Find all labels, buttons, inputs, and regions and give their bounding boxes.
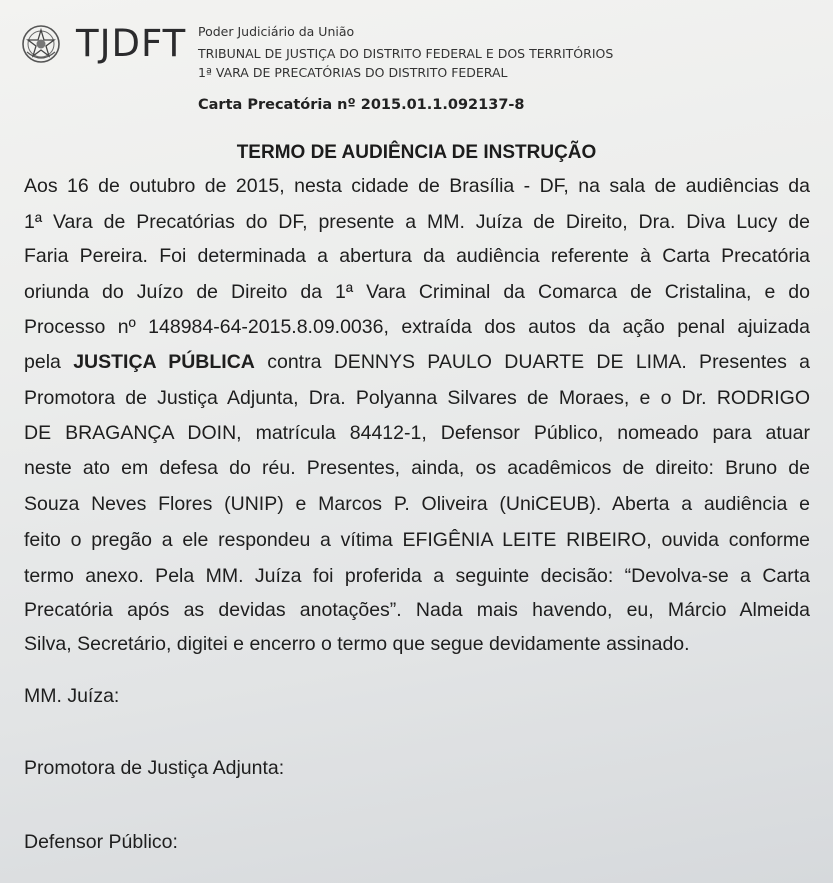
carta-precatoria-number: Carta Precatória nº 2015.01.1.092137-8 — [198, 97, 525, 113]
body-line-3: Faria Pereira. Foi determinada a abertura da audiência referente à Carta Precatória — [24, 245, 810, 267]
body-line-13: Precatória após as devidas anotações”. Nada mais havendo, eu, Márcio Almeida — [24, 599, 810, 621]
body-line-6-end: contra DENNYS PAULO DUARTE DE LIMA. Presentes a — [267, 351, 811, 373]
signature-promotora-label: Promotora de Justiça Adjunta: — [24, 757, 285, 779]
header-line-1: Poder Judiciário da União — [198, 24, 355, 39]
body-line-10: Souza Neves Flores (UNIP) e Marcos P. Oliveira (UniCEUB). Aberta a audiência e — [24, 493, 810, 515]
header-line-3: 1ª VARA DE PRECATÓRIAS DO DISTRITO FEDERAL — [198, 65, 508, 80]
body-line-4: oriunda do Juízo de Direito da 1ª Vara Criminal da Comarca de Cristalina, e do — [24, 281, 810, 303]
justica-publica-bold: JUSTIÇA PÚBLICA — [73, 351, 255, 373]
body-line-1: Aos 16 de outubro de 2015, nesta cidade de Brasília - DF, na sala de audiências da — [24, 175, 810, 197]
body-line-6-start: pela — [24, 351, 61, 373]
body-line-2: 1ª Vara de Precatórias do DF, presente a MM. Juíza de Direito, Dra. Diva Lucy de — [24, 211, 810, 233]
body-line-9: neste ato em defesa do réu. Presentes, ainda, os acadêmicos de direito: Bruno de — [24, 457, 810, 479]
coat-of-arms-icon — [21, 24, 61, 64]
header-line-2: TRIBUNAL DE JUSTIÇA DO DISTRITO FEDERAL E DOS TERRITÓRIOS — [198, 46, 614, 61]
body-line-12: termo anexo. Pela MM. Juíza foi proferida a seguinte decisão: “Devolva-se a Carta — [24, 565, 810, 587]
body-line-14: Silva, Secretário, digitei e encerro o termo que segue devidamente assinado. — [24, 633, 690, 655]
body-line-5: Processo nº 148984-64-2015.8.09.0036, extraída dos autos da ação penal ajuizada — [24, 316, 810, 338]
signature-juiza-label: MM. Juíza: — [24, 685, 120, 707]
body-line-11: feito o pregão a ele respondeu a vítima EFIGÊNIA LEITE RIBEIRO, ouvida conforme — [24, 529, 810, 551]
body-line-6 — [24, 350, 810, 374]
document-title: TERMO DE AUDIÊNCIA DE INSTRUÇÃO — [236, 142, 597, 163]
body-line-7: Promotora de Justiça Adjunta, Dra. Polyanna Silvares de Moraes, e o Dr. RODRIGO — [24, 387, 810, 409]
signature-defensor-label: Defensor Público: — [24, 831, 178, 853]
body-line-8: DE BRAGANÇA DOIN, matrícula 84412-1, Defensor Público, nomeado para atuar — [24, 422, 810, 444]
tjdft-logo: TJDFT — [76, 22, 187, 65]
